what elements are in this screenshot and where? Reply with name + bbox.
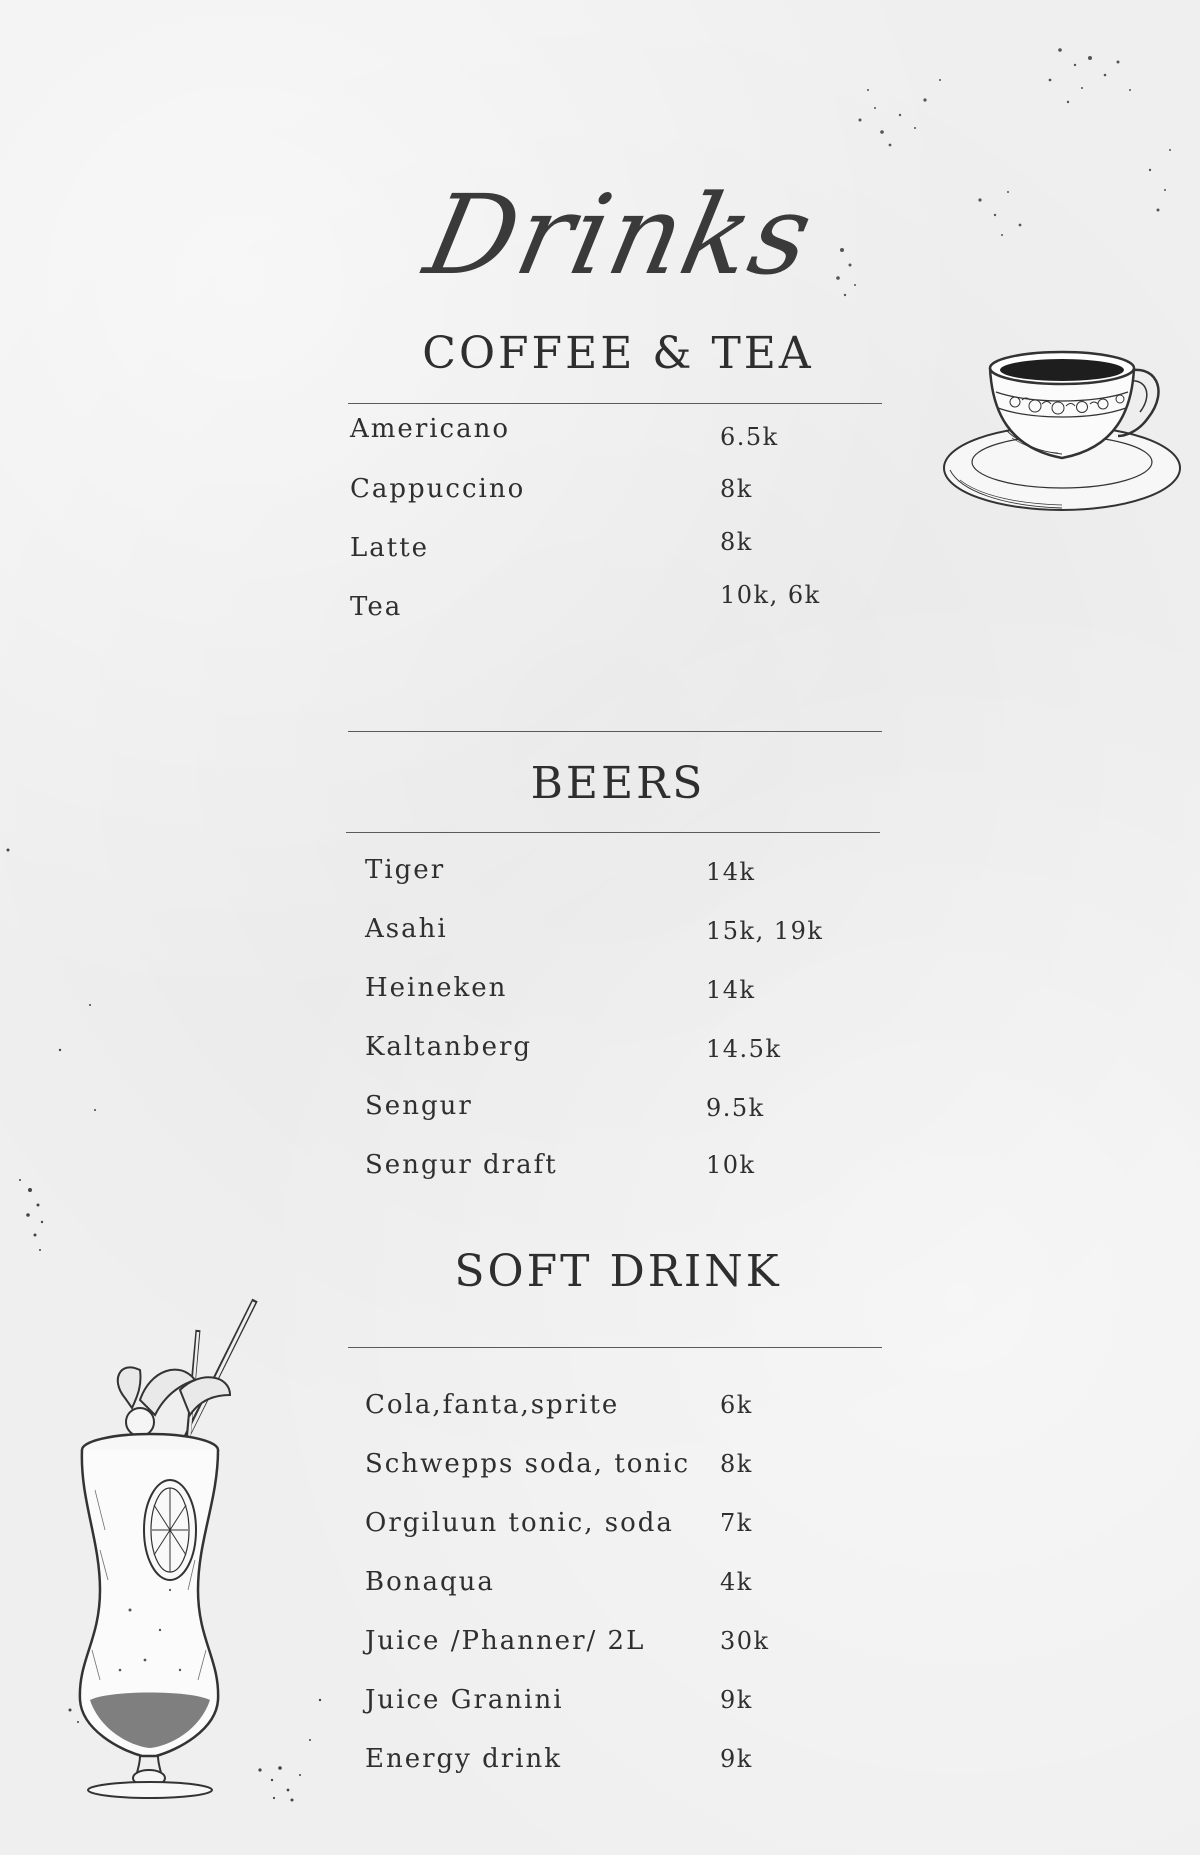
menu-price-asahi: 15k, 19k <box>706 917 824 945</box>
menu-item-sengur: Sengur <box>365 1091 473 1121</box>
menu-price-juice-phanner: 30k <box>720 1627 770 1655</box>
cocktail-glass-icon <box>70 1290 270 1800</box>
menu-item-americano: Americano <box>350 414 511 444</box>
menu-item-asahi: Asahi <box>365 914 448 944</box>
coffee-cup-icon <box>940 340 1185 525</box>
divider-beers-bottom <box>346 832 880 833</box>
menu-price-tea: 10k, 6k <box>720 581 821 609</box>
menu-item-bonaqua: Bonaqua <box>365 1567 495 1597</box>
section-heading-beers: BEERS <box>530 758 706 809</box>
menu-price-tiger: 14k <box>706 858 756 886</box>
menu-item-energy-drink: Energy drink <box>365 1744 563 1774</box>
section-heading-coffee-tea: COFFEE & TEA <box>422 328 814 379</box>
menu-price-cola-fanta-sprite: 6k <box>720 1391 753 1419</box>
menu-item-latte: Latte <box>350 533 430 563</box>
menu-price-juice-granini: 9k <box>720 1686 753 1714</box>
menu-price-schwepps: 8k <box>720 1450 753 1478</box>
menu-item-cappuccino: Cappuccino <box>350 474 526 504</box>
menu-item-orgiluun: Orgiluun tonic, soda <box>365 1508 674 1538</box>
divider-coffee-tea-top <box>348 403 882 404</box>
menu-item-juice-granini: Juice Granini <box>365 1685 564 1715</box>
menu-item-tea: Tea <box>350 592 403 622</box>
ink-speckles-left <box>0 840 120 1280</box>
menu-price-cappuccino: 8k <box>720 475 753 503</box>
menu-price-kaltanberg: 14.5k <box>706 1035 782 1063</box>
menu-item-schwepps: Schwepps soda, tonic <box>365 1449 691 1479</box>
menu-title <box>415 130 825 300</box>
menu-price-americano: 6.5k <box>720 423 779 451</box>
menu-price-sengur: 9.5k <box>706 1094 765 1122</box>
menu-price-heineken: 14k <box>706 976 756 1004</box>
section-heading-soft-drink: SOFT DRINK <box>454 1246 782 1297</box>
menu-title-text: Drinks <box>415 171 825 299</box>
menu-price-latte: 8k <box>720 528 753 556</box>
menu-price-bonaqua: 4k <box>720 1568 753 1596</box>
menu-item-cola-fanta-sprite: Cola,fanta,sprite <box>365 1390 620 1420</box>
divider-beers-top <box>348 731 882 732</box>
menu-item-heineken: Heineken <box>365 973 508 1003</box>
menu-item-sengur-draft: Sengur draft <box>365 1150 558 1180</box>
menu-item-juice-phanner: Juice /Phanner/ 2L <box>365 1626 646 1656</box>
ink-speckles-top-right <box>820 20 1200 320</box>
menu-item-kaltanberg: Kaltanberg <box>365 1032 533 1062</box>
divider-soft-drink-top <box>348 1347 882 1348</box>
menu-price-energy-drink: 9k <box>720 1745 753 1773</box>
menu-item-tiger: Tiger <box>365 855 446 885</box>
menu-price-sengur-draft: 10k <box>706 1151 756 1179</box>
menu-price-orgiluun: 7k <box>720 1509 753 1537</box>
